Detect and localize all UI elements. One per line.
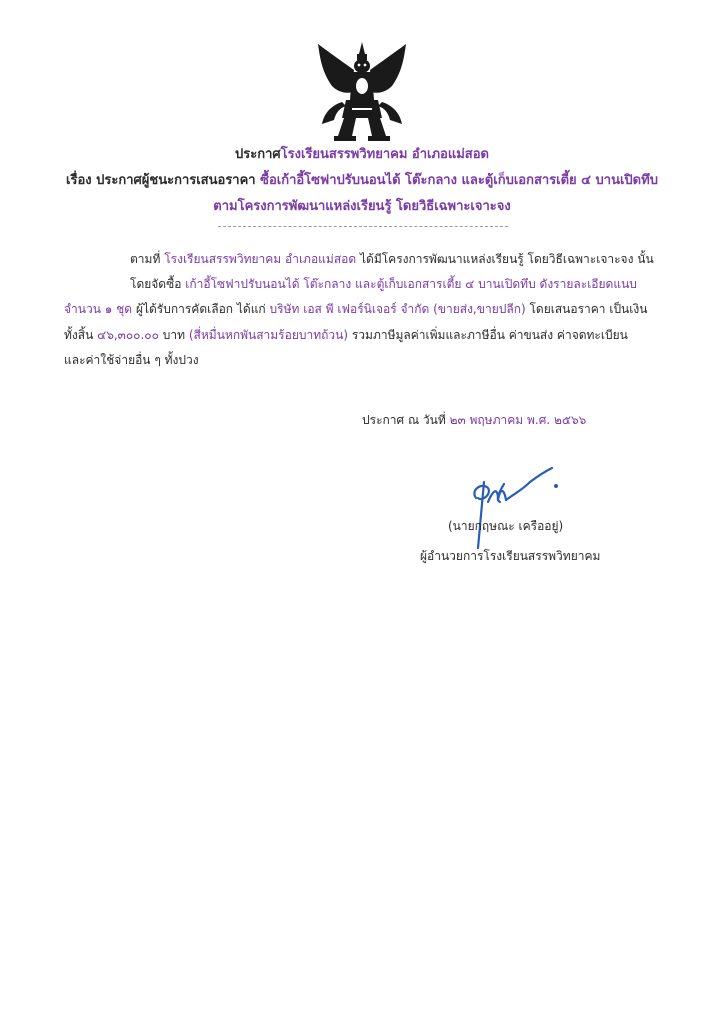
body-l3-end: โดยเสนอราคา เป็นเงิน bbox=[529, 302, 648, 316]
body-line-4 bbox=[64, 326, 628, 344]
body-l2-end: ดังรายละเอียดแนบ bbox=[539, 277, 637, 291]
body-l2-item: เก้าอี้โซฟาปรับนอนได้ โต๊ะกลาง และตู้เก็บเอกสารเตี้ย ๔ บานเปิดทึบ bbox=[185, 277, 536, 291]
title-prefix: ประกาศ bbox=[235, 147, 281, 162]
announce-label: ประกาศ ณ วันที่ bbox=[362, 413, 446, 427]
body-l3-qty: จำนวน ๑ ชุด bbox=[64, 302, 133, 316]
announce-line bbox=[362, 411, 586, 429]
body-l4-amount: ๔๖,๓๐๐.๐๐ bbox=[97, 328, 159, 342]
subject-item: ซื้อเก้าอี้โซฟาปรับนอนได้ โต๊ะกลาง และตู้เก็บเอกสารเตี้ย ๔ บานเปิดทึบ bbox=[260, 173, 658, 188]
title-line-2 bbox=[0, 172, 724, 190]
body-l4-prefix: ทั้งสิ้น bbox=[64, 328, 94, 342]
body-line-3 bbox=[64, 300, 647, 318]
subject-line-2: ตามโครงการพัฒนาแหล่งเรียนรู้ โดยวิธีเฉพาะเจาะจง bbox=[213, 199, 511, 214]
body-line-1 bbox=[130, 250, 654, 268]
subject-label: เรื่อง ประกาศผู้ชนะการเสนอราคา bbox=[66, 173, 256, 188]
announce-date: ๒๓ พฤษภาคม พ.ศ. ๒๕๖๖ bbox=[449, 413, 587, 427]
body-l1-end: นั้น bbox=[637, 252, 654, 266]
divider-line bbox=[218, 226, 508, 227]
body-l3-company: บริษัท เอส พี เฟอร์นิเจอร์ จำกัด (ขายส่ง,ขายปลีก) bbox=[269, 302, 526, 316]
body-l1-prefix: ตามที่ bbox=[130, 252, 161, 266]
body-line-5: และค่าใช้จ่ายอื่น ๆ ทั้งปวง bbox=[64, 353, 199, 367]
body-l1-mid: ได้มีโครงการพัฒนาแหล่งเรียนรู้ โดยวิธีเฉพาะเจาะจง bbox=[359, 252, 634, 266]
body-l4-end: รวมภาษีมูลค่าเพิ่มและภาษีอื่น ค่าขนส่ง ค่าจดทะเบียน bbox=[351, 328, 628, 342]
body-l2-prefix: โดยจัดซื้อ bbox=[130, 277, 182, 291]
title-school: โรงเรียนสรรพวิทยาคม อำเภอแม่สอด bbox=[280, 147, 489, 162]
body-l4-words: (สี่หมื่นหกพันสามร้อยบาทถ้วน) bbox=[188, 328, 349, 342]
signer-position: ผู้อำนวยการโรงเรียนสรรพวิทยาคม bbox=[420, 549, 601, 563]
body-l3-mid: ผู้ได้รับการคัดเลือก ได้แก่ bbox=[135, 302, 266, 316]
garuda-emblem bbox=[312, 40, 412, 144]
signature-scribble bbox=[448, 458, 568, 554]
body-l1-school: โรงเรียนสรรพวิทยาคม อำเภอแม่สอด bbox=[164, 252, 357, 266]
signer-name: (นายกฤษณะ เครืออยู่) bbox=[448, 519, 564, 533]
body-line-2 bbox=[130, 275, 637, 293]
title-line-1 bbox=[0, 146, 724, 164]
body-l4-baht: บาท bbox=[162, 328, 186, 342]
